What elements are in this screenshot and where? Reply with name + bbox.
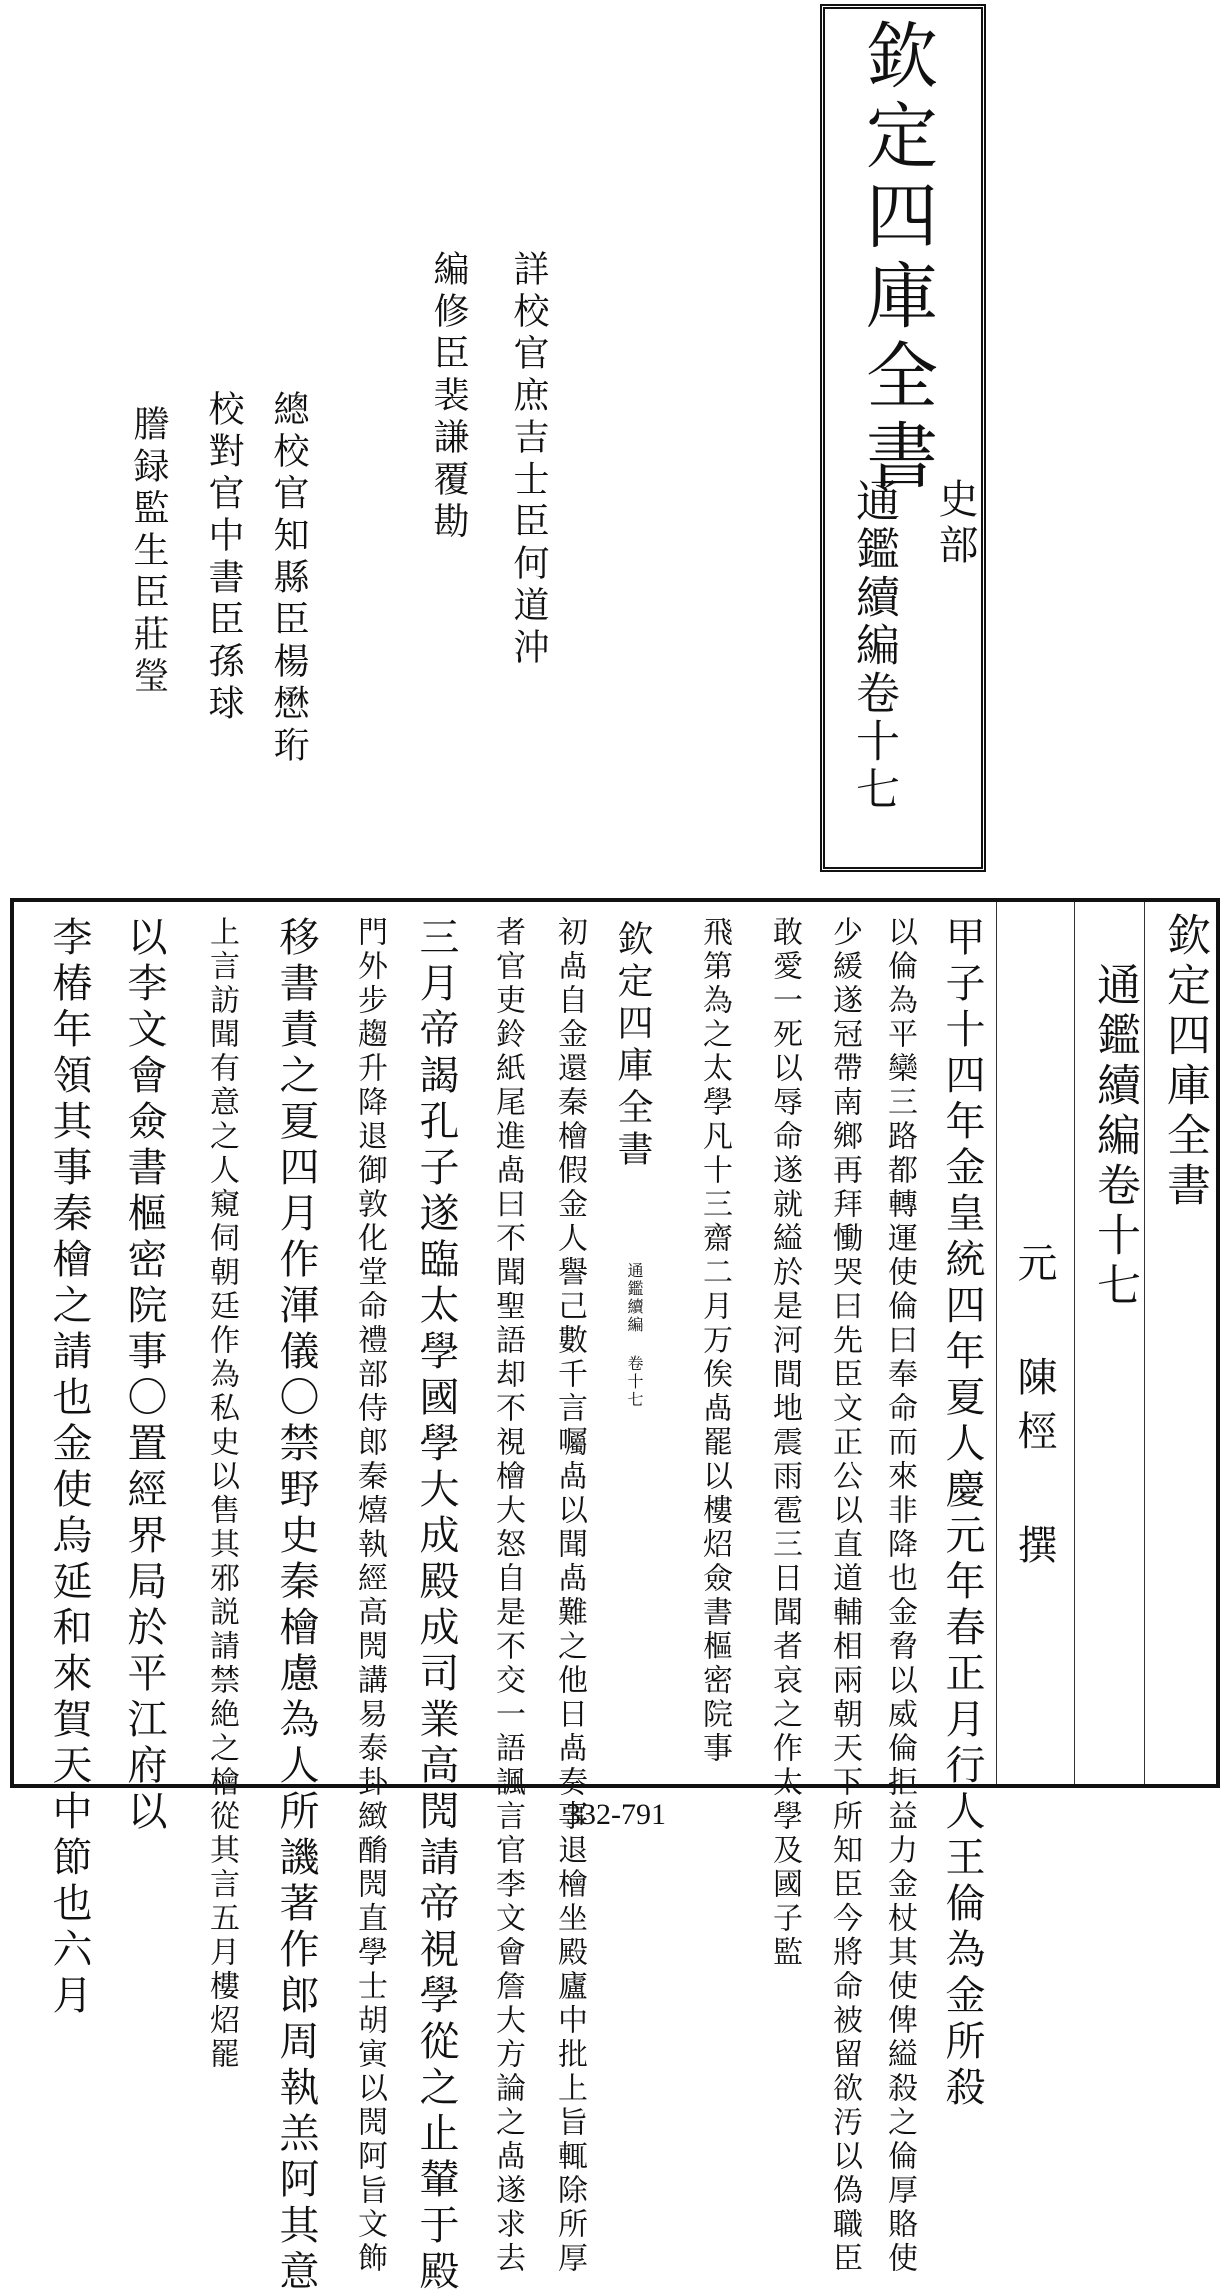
text-column: 敢愛一死以辱命遂就縊於是河間地震雨雹三日聞者哀之作太學及國子監	[767, 916, 802, 1970]
column-rule	[996, 902, 997, 1784]
text-column: 門外步趨升降退御敦化堂命禮部侍郎秦熺執經高閌講易泰卦緻酳閌直學士胡寅以閌阿旨文飾	[352, 916, 387, 2276]
author-line: 元 陳桱 撰	[1011, 1242, 1057, 1578]
credit-line: 詳校官庶吉士臣何道沖	[508, 250, 549, 670]
text-column: 以李文會僉書樞密院事〇置經界局於平江府以	[121, 916, 167, 1836]
section-label: 史部	[932, 478, 978, 570]
text-column: 甲子十四年金皇統四年夏人慶元年春正月行人王倫為金所殺	[939, 916, 985, 2112]
credit-line: 總校官知縣臣楊懋珩	[268, 390, 309, 768]
text-column: 者官吏鈴紙尾進卨曰不聞聖語却不視檜大怒自是不交一語諷言官李文會詹大方論之卨遂求去	[490, 916, 525, 2276]
credit-line: 編修臣裴謙覆勘	[428, 250, 469, 544]
work-title: 通鑑續編卷十七	[1089, 962, 1140, 1312]
credit-line: 校對官中書臣孫球	[203, 390, 244, 726]
text-column: 初卨自金還秦檜假金人譽己數千言囑卨以聞卨難之他日卨奏事退檜坐殿廬中批上旨輒除所厚	[552, 916, 587, 2276]
text-column: 飛第為之太學凡十三齋二月万俟卨罷以樓炤僉書樞密院事	[697, 916, 732, 1766]
text-column: 李椿年領其事秦檜之請也金使烏延和來賀天中節也六月	[46, 916, 92, 2020]
column-rule	[1144, 902, 1145, 1784]
column-rule	[1074, 902, 1075, 1784]
page-number: 332-791	[566, 1798, 666, 1831]
fold-title: 欽定四庫全書	[612, 920, 653, 1172]
credit-line: 謄録監生臣莊瑩	[128, 405, 169, 699]
text-column: 上言訪聞有意之人窺伺朝廷作為私史以售其邪説請禁絶之檜從其言五月樓炤罷	[204, 916, 239, 2072]
collection-title: 欽定四庫全書	[854, 18, 938, 498]
running-title: 欽定四庫全書	[1159, 912, 1210, 1212]
volume-label: 通鑑續編卷十七	[848, 478, 899, 814]
text-column: 少緩遂冠帶南鄉再拜慟哭曰先臣文正公以直道輔相兩朝天下所知臣今將命被留欲汚以偽職臣	[827, 916, 862, 2276]
text-column: 三月帝謁孔子遂臨太學國學大成殿成司業高閌請帝視學從之止輦于殿	[413, 916, 459, 2296]
fold-note: 通鑑續編 卷十七	[625, 1262, 644, 1409]
text-column: 以倫為平欒三路都轉運使倫曰奉命而來非降也金脅以威倫拒益力金杖其使俾縊殺之倫厚賂使	[882, 916, 917, 2276]
text-column: 移書責之夏四月作渾儀〇禁野史秦檜慮為人所譏著作郎周執羔阿其意	[273, 916, 319, 2296]
